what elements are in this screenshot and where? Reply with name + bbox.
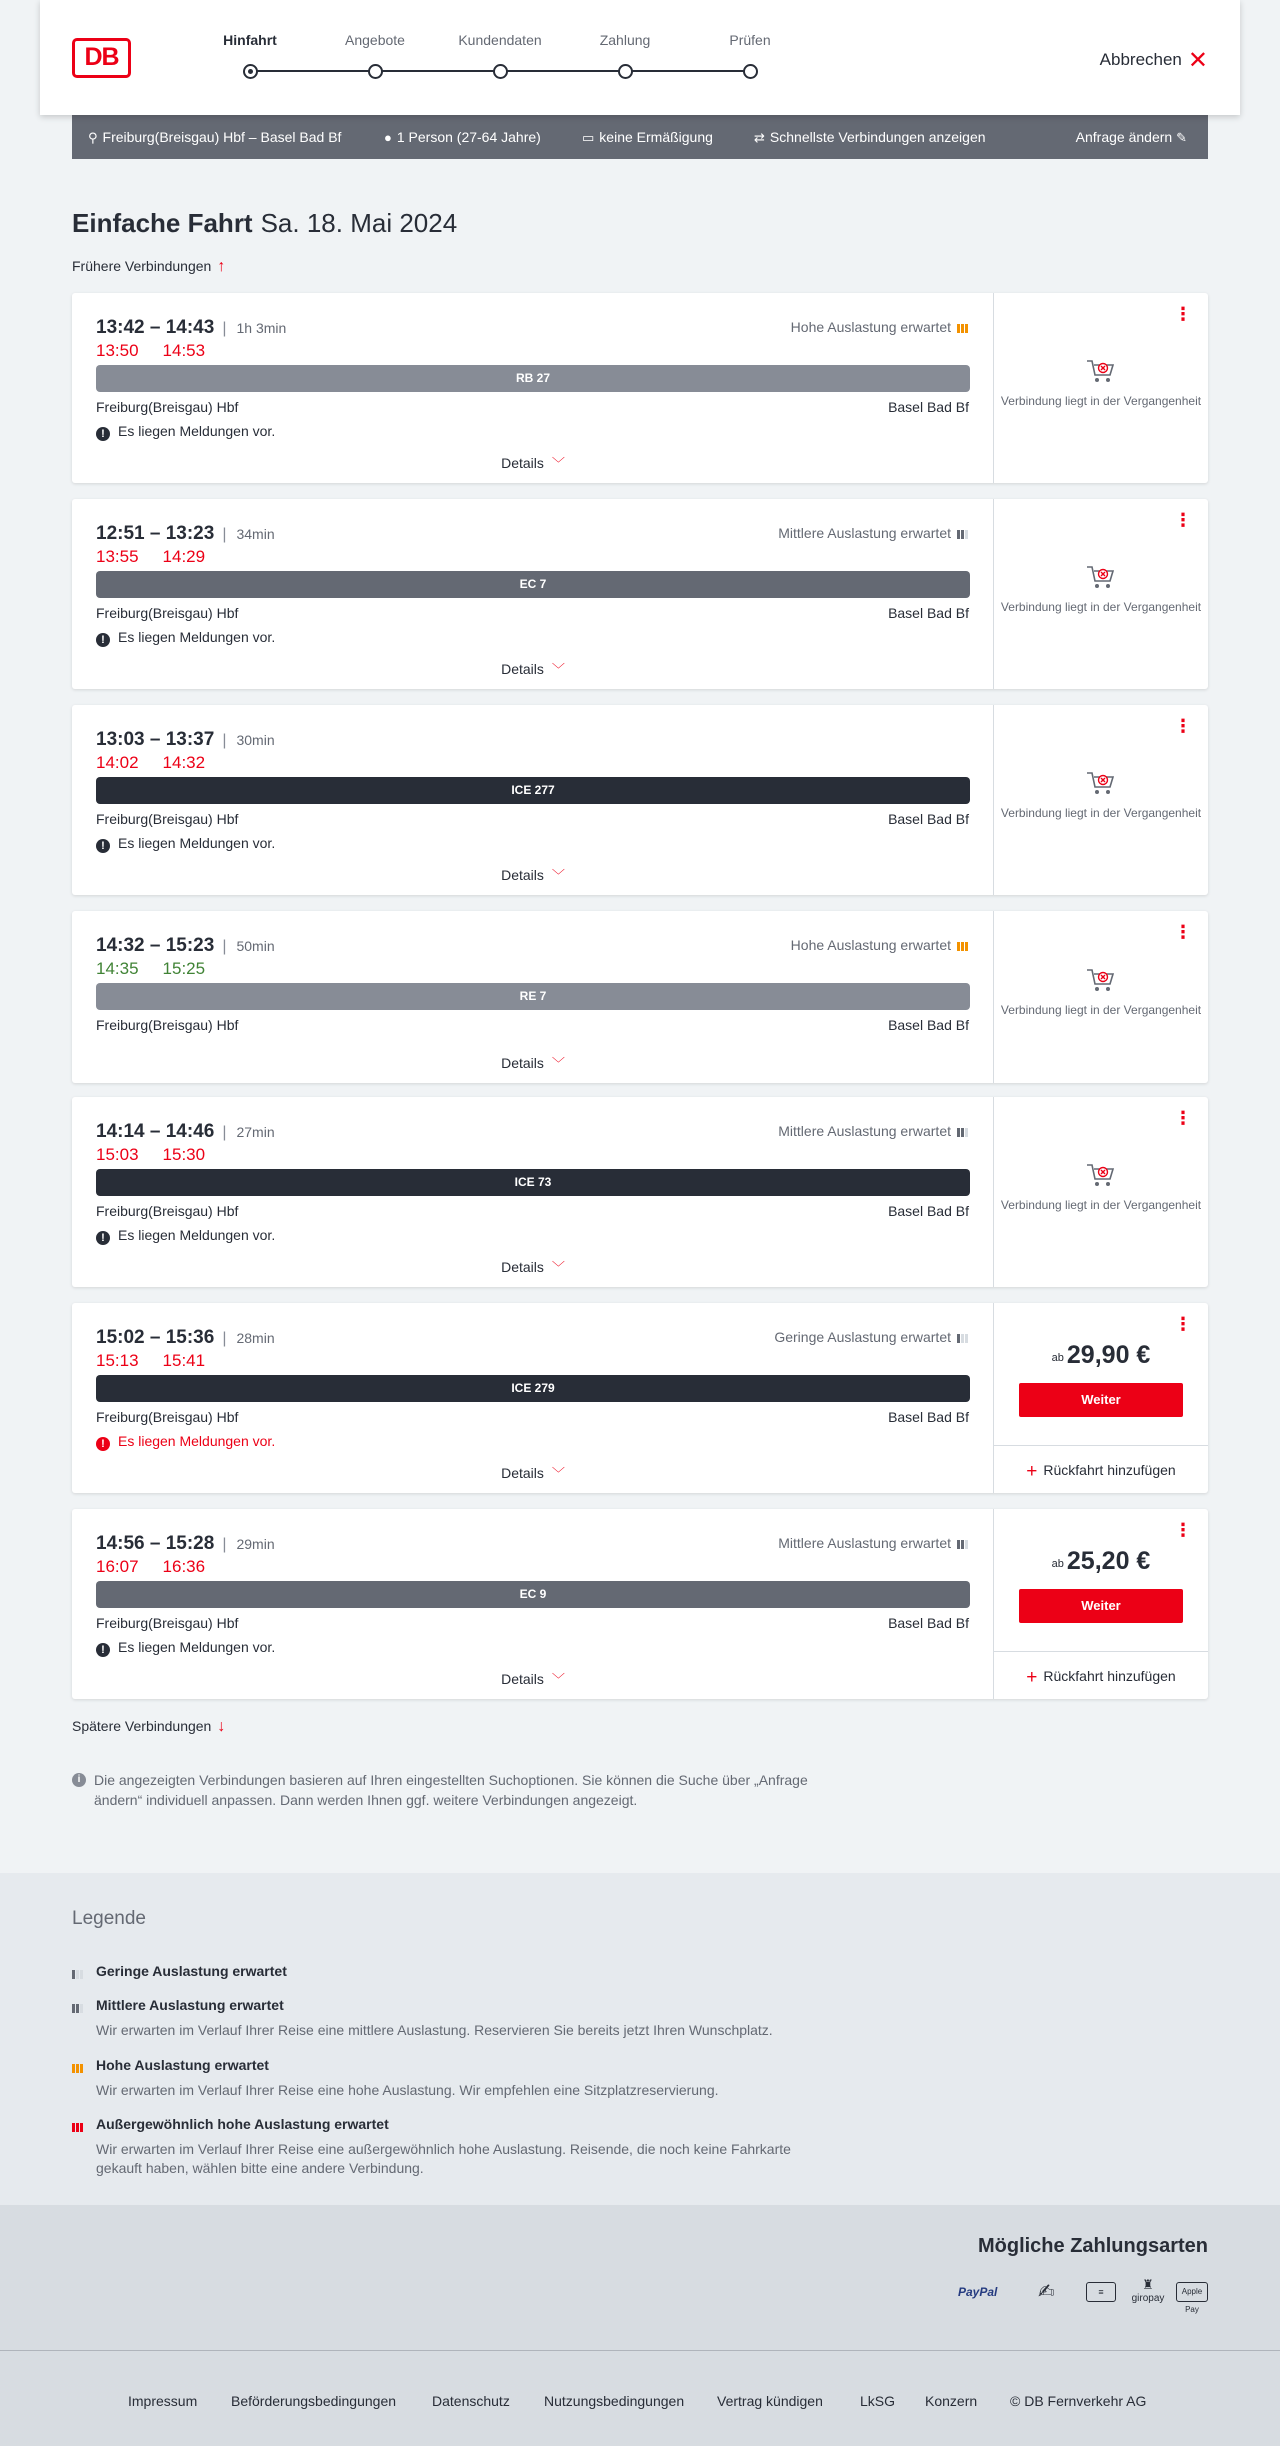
message-text: Es liegen Meldungen vor. [118,1433,276,1449]
sepa-icon: ≡ [1086,2282,1116,2302]
duration: 50min [236,938,275,954]
footer [0,2350,1280,2446]
realtime-times [96,547,229,567]
occupancy-icon [957,320,969,336]
train-bar: ICE 279 [96,1375,970,1402]
cart-unavailable-icon [1085,564,1117,590]
step-angebote [325,32,425,52]
offer-panel [994,911,1208,1083]
separator: | [222,1536,227,1553]
legend-item [72,1997,872,2040]
time-range: 13:03 – 13:37 [96,729,215,750]
search-info-note [72,1770,852,1810]
details-label: Details [501,867,544,883]
legend-item [72,2057,872,2100]
alert-icon: ! [96,1231,110,1245]
title-text: Einfache Fahrt [72,208,253,238]
more-options-icon[interactable]: ⋮ [1174,510,1192,530]
legend-item-title [72,2057,872,2073]
realtime-departure: 15:13 [96,1351,139,1370]
connection-details-area[interactable] [72,499,994,689]
payment-icons [958,2277,1208,2314]
step-hinfahrt [200,32,300,52]
footer-copyright: © DB Fernverkehr AG [1010,2393,1147,2409]
occupancy-icon [957,1124,969,1140]
legend-title-text: Geringe Auslastung erwartet [96,1963,287,1979]
realtime-arrival: 15:30 [162,1145,206,1164]
connection-card [72,499,1208,689]
legend-title-text: Außergewöhnlich hohe Auslastung erwartet [96,2116,389,2132]
connection-details-area[interactable] [72,1097,994,1287]
legend-item-title [72,1963,872,1979]
connection-card [72,1303,1208,1493]
fastest-text: Schnellste Verbindungen anzeigen [769,129,986,145]
occupancy-icon [957,938,969,954]
realtime-times [96,753,229,773]
details-label: Details [501,1465,544,1481]
details-label: Details [501,1259,544,1275]
step-zahlung [575,32,675,52]
chevron-down-icon: ﹀ [551,1672,565,1687]
scheduled-times [96,523,275,545]
details-toggle[interactable] [72,1463,994,1482]
separator: | [222,1330,227,1347]
time-range: 14:32 – 15:23 [96,935,215,956]
departure-station: Freiburg(Breisgau) Hbf [96,1203,239,1219]
details-toggle[interactable] [72,1669,994,1688]
past-connection-notice [994,1162,1208,1213]
arrow-up-icon: ↑ [217,258,226,275]
arrival-station: Basel Bad Bf [888,1409,969,1425]
cancel-button[interactable] [1100,46,1208,75]
arrival-station: Basel Bad Bf [888,1203,969,1219]
occupancy-icon [957,526,969,542]
chevron-down-icon: ﹀ [551,868,565,883]
legend-item-text: Wir erwarten im Verlauf Ihrer Reise eine außergewöhnlich hohe Auslastung. Reisende, die noch keine Fahrkarte gekauft haben, wählen bitte eine andere Verbindung. [96,2141,791,2176]
message-text: Es liegen Meldungen vor. [118,423,276,439]
return-label: Rückfahrt hinzufügen [1043,1668,1176,1684]
realtime-arrival: 15:41 [162,1351,206,1370]
duration: 28min [236,1330,275,1346]
payment-title: Mögliche Zahlungsarten [977,2235,1208,2257]
travel-date: Sa. 18. Mai 2024 [260,208,458,238]
cart-unavailable-icon [1085,770,1117,796]
details-toggle[interactable] [72,865,994,884]
occupancy-text: Hohe Auslastung erwartet [790,937,951,953]
apple-pay-icon: Apple Pay [1176,2282,1208,2302]
realtime-arrival: 15:25 [162,959,206,978]
separator: | [222,526,227,543]
realtime-departure: 14:35 [96,959,139,978]
pencil-icon: ✎ [1176,130,1187,145]
realtime-departure: 15:03 [96,1145,139,1164]
footer-link-konzern[interactable]: Konzern [925,2393,978,2409]
separator: | [222,1124,227,1141]
connection-card [72,1097,1208,1287]
details-label: Details [501,455,544,471]
db-logo[interactable]: DB [72,38,131,78]
legend-item-text: Wir erwarten im Verlauf Ihrer Reise eine mittlere Auslastung. Reservieren Sie bereits jetzt Ihren Wunschplatz. [96,2022,773,2038]
details-label: Details [501,1055,544,1071]
step-label: Zahlung [599,32,651,48]
occupancy-indicator [778,1535,969,1552]
time-range: 12:51 – 13:23 [96,523,215,544]
step-label: Angebote [345,32,405,48]
price-value: 29,90 € [1066,1341,1151,1369]
summary-persons [384,129,541,145]
offer-panel [994,1097,1208,1287]
train-bar: RB 27 [96,365,970,392]
realtime-arrival: 14:53 [162,341,206,360]
realtime-times [96,1351,229,1371]
connection-details-area[interactable] [72,705,994,895]
cart-unavailable-icon [1085,1162,1117,1188]
more-options-icon[interactable]: ⋮ [1174,922,1192,942]
connection-card [72,705,1208,895]
realtime-departure: 13:50 [96,341,139,360]
swap-arrows-icon: ⇄ [754,130,765,145]
step-dot [743,64,758,79]
scheduled-times [96,317,286,339]
occupancy-icon [72,2000,84,2016]
details-label: Details [501,1671,544,1687]
duration: 27min [236,1124,275,1140]
legend-section [0,1873,1280,2205]
time-range: 13:42 – 14:43 [96,317,215,338]
occupancy-icon [72,2119,84,2135]
alert-icon: ! [96,839,110,853]
arrival-station: Basel Bad Bf [888,811,969,827]
connection-details-area[interactable] [72,1509,994,1699]
train-bar: RE 7 [96,983,970,1010]
summary-route [88,129,341,146]
realtime-times [96,959,229,979]
train-bar: ICE 277 [96,777,970,804]
occupancy-icon [957,1330,969,1346]
connection-message [96,629,275,647]
persons-text: 1 Person (27-64 Jahre) [396,129,541,145]
message-text: Es liegen Meldungen vor. [118,1639,276,1655]
realtime-times [96,341,229,361]
price-prefix: ab [1051,1558,1064,1570]
legend-title-text: Mittlere Auslastung erwartet [96,1997,284,2013]
header [40,0,1240,115]
offer-panel [994,1509,1208,1699]
time-range: 14:56 – 15:28 [96,1533,215,1554]
alert-icon: ! [96,427,110,441]
step-dot [618,64,633,79]
realtime-times [96,1145,229,1165]
message-text: Es liegen Meldungen vor. [118,1227,276,1243]
chevron-down-icon: ﹀ [551,662,565,677]
offer-panel [994,293,1208,483]
realtime-departure: 13:55 [96,547,139,566]
occupancy-indicator [791,937,969,954]
footer-link-vertrag-kuendigen[interactable]: Vertrag kündigen [717,2393,823,2409]
scheduled-times [96,729,275,751]
train-bar: ICE 73 [96,1169,970,1196]
details-toggle[interactable] [72,1257,994,1276]
footer-link-lksg[interactable]: LkSG [860,2393,896,2409]
arrival-station: Basel Bad Bf [888,399,969,415]
duration: 30min [236,732,275,748]
past-text: Verbindung liegt in der Vergangenheit [1000,1198,1202,1212]
connection-details-area[interactable] [72,1303,994,1493]
connection-details-area[interactable] [72,911,994,1083]
duration: 29min [236,1536,275,1552]
price-value: 25,20 € [1066,1547,1151,1575]
past-connection-notice [994,564,1208,615]
cancel-label: Abbrechen [1099,50,1182,69]
continue-button[interactable]: Weiter [1019,1589,1183,1623]
edit-request-button[interactable] [1076,129,1192,146]
separator: | [222,320,227,337]
offer-panel [994,1303,1208,1493]
realtime-departure: 16:07 [96,1557,139,1576]
add-return-trip-button[interactable] [994,1445,1208,1493]
connection-message [96,1639,275,1657]
legend-item [72,1963,872,1979]
realtime-arrival: 14:29 [162,547,206,566]
earlier-label: Frühere Verbindungen [72,258,212,274]
past-connection-notice [994,967,1208,1018]
scheduled-times [96,1533,275,1555]
departure-station: Freiburg(Breisgau) Hbf [96,1615,239,1631]
offer-panel [994,705,1208,895]
price-prefix: ab [1051,1352,1064,1364]
step-kundendaten [450,32,550,52]
footer-link-nutzungsbedingungen[interactable]: Nutzungsbedingungen [544,2393,685,2409]
realtime-times [96,1557,229,1577]
edit-text: Anfrage ändern [1075,129,1173,145]
info-text: Die angezeigten Verbindungen basieren auf Ihren eingestellten Suchoptionen. Sie können die Suche über „Anfrage ändern“ individuell anpassen. Dann werden Ihnen ggf. weitere Verbindungen angezeigt. [94,1772,808,1808]
add-return-trip-button[interactable] [994,1651,1208,1699]
occupancy-icon [957,1536,969,1552]
connection-card [72,1509,1208,1699]
message-text: Es liegen Meldungen vor. [118,835,276,851]
step-dot-active [243,64,258,79]
details-toggle[interactable] [72,1053,994,1072]
occupancy-indicator [778,1123,969,1140]
connection-message [96,1433,275,1451]
continue-button[interactable]: Weiter [1019,1383,1183,1417]
occupancy-text: Mittlere Auslastung erwartet [778,1123,951,1139]
plus-icon: + [1026,1667,1038,1688]
summary-discount [582,129,713,146]
chevron-down-icon: ﹀ [551,1056,565,1071]
departure-station: Freiburg(Breisgau) Hbf [96,1017,239,1033]
footer-link-datenschutz[interactable]: Datenschutz [432,2393,510,2409]
step-dot [368,64,383,79]
search-summary-bar [72,115,1208,159]
giropay-glyph: ♜ [1142,2277,1154,2292]
price [994,1341,1208,1370]
step-label: Hinfahrt [223,32,277,48]
legend-item-title [72,1997,872,2013]
more-options-icon[interactable]: ⋮ [1174,1108,1192,1128]
close-icon: ✕ [1187,47,1208,74]
plus-icon: + [1026,1461,1038,1482]
train-bar: EC 9 [96,1581,970,1608]
time-range: 14:14 – 14:46 [96,1121,215,1142]
step-label: Kundendaten [458,32,542,48]
more-options-icon[interactable]: ⋮ [1174,716,1192,736]
connection-card [72,293,1208,483]
footer-link-befoerderungsbedingungen[interactable]: Beförderungsbedingungen [231,2393,397,2409]
connection-message [96,423,275,441]
progress-steps [210,32,771,82]
occupancy-indicator [778,525,969,542]
departure-station: Freiburg(Breisgau) Hbf [96,811,239,827]
location-pin-icon: ⚲ [88,130,98,145]
realtime-departure: 14:02 [96,753,139,772]
scheduled-times [96,1121,275,1143]
duration: 34min [236,526,275,542]
step-label: Prüfen [729,32,771,48]
direct-debit-icon: ✍ [1038,2281,1055,2303]
info-icon: i [72,1773,86,1787]
legend-item-text: Wir erwarten im Verlauf Ihrer Reise eine hohe Auslastung. Wir empfehlen eine Sitzplatzreservierung. [96,2082,719,2098]
discount-text: keine Ermäßigung [599,129,713,145]
more-options-icon[interactable]: ⋮ [1174,304,1192,324]
giropay-icon [1130,2277,1166,2305]
connection-details-area[interactable] [72,293,994,483]
legend-item [72,2116,872,2178]
chevron-down-icon: ﹀ [551,1466,565,1481]
paypal-icon: PayPal [958,2285,998,2299]
realtime-arrival: 16:36 [162,1557,206,1576]
occupancy-text: Mittlere Auslastung erwartet [778,1535,951,1551]
arrival-station: Basel Bad Bf [888,605,969,621]
summary-fastest [754,129,986,146]
more-options-icon[interactable]: ⋮ [1174,1520,1192,1540]
bahncard-icon: ▭ [582,130,595,145]
occupancy-icon [72,2060,84,2076]
more-options-icon[interactable]: ⋮ [1174,1314,1192,1334]
alert-icon: ! [96,1437,110,1451]
details-toggle[interactable] [72,659,994,678]
footer-link-impressum[interactable]: Impressum [128,2393,198,2409]
later-connections-link[interactable] [72,1718,225,1736]
separator: | [222,732,227,749]
alert-icon: ! [96,1643,110,1657]
return-label: Rückfahrt hinzufügen [1043,1462,1176,1478]
legend-item-title [72,2116,872,2132]
duration: 1h 3min [236,320,287,336]
legend-title-text: Hohe Auslastung erwartet [96,2057,269,2073]
earlier-connections-link[interactable] [72,258,225,276]
connection-message [96,1227,275,1245]
occupancy-indicator [774,1329,969,1346]
scheduled-times [96,1327,275,1349]
connection-card [72,911,1208,1083]
giropay-label: giropay [1131,2293,1165,2304]
past-text: Verbindung liegt in der Vergangenheit [1000,1003,1202,1017]
occupancy-text: Geringe Auslastung erwartet [774,1329,951,1345]
realtime-arrival: 14:32 [162,753,206,772]
details-toggle[interactable] [72,453,994,472]
departure-station: Freiburg(Breisgau) Hbf [96,1409,239,1425]
step-pruefen [700,32,800,52]
chevron-down-icon: ﹀ [551,456,565,471]
time-range: 15:02 – 15:36 [96,1327,215,1348]
past-text: Verbindung liegt in der Vergangenheit [1000,806,1202,820]
route-text: Freiburg(Breisgau) Hbf – Basel Bad Bf [102,129,342,145]
occupancy-icon [72,1966,84,1982]
departure-station: Freiburg(Breisgau) Hbf [96,399,239,415]
past-connection-notice [994,358,1208,409]
later-label: Spätere Verbindungen [72,1718,212,1734]
occupancy-text: Hohe Auslastung erwartet [790,319,951,335]
offer-panel [994,499,1208,689]
alert-icon: ! [96,633,110,647]
step-dot [493,64,508,79]
arrival-station: Basel Bad Bf [888,1017,969,1033]
departure-station: Freiburg(Breisgau) Hbf [96,605,239,621]
chevron-down-icon: ﹀ [551,1260,565,1275]
message-text: Es liegen Meldungen vor. [118,629,276,645]
price [994,1547,1208,1576]
past-text: Verbindung liegt in der Vergangenheit [1000,394,1202,408]
page-title [72,208,457,239]
arrival-station: Basel Bad Bf [888,1615,969,1631]
legend-title: Legende [72,1908,146,1929]
occupancy-text: Mittlere Auslastung erwartet [778,525,951,541]
cart-unavailable-icon [1085,967,1117,993]
person-icon: ● [384,130,392,145]
past-text: Verbindung liegt in der Vergangenheit [1000,600,1202,614]
occupancy-indicator [791,319,969,336]
arrow-down-icon: ↓ [217,1718,226,1735]
separator: | [222,938,227,955]
details-label: Details [501,661,544,677]
train-bar: EC 7 [96,571,970,598]
payment-section [0,2205,1280,2350]
cart-unavailable-icon [1085,358,1117,384]
scheduled-times [96,935,275,957]
connection-message [96,835,275,853]
past-connection-notice [994,770,1208,821]
